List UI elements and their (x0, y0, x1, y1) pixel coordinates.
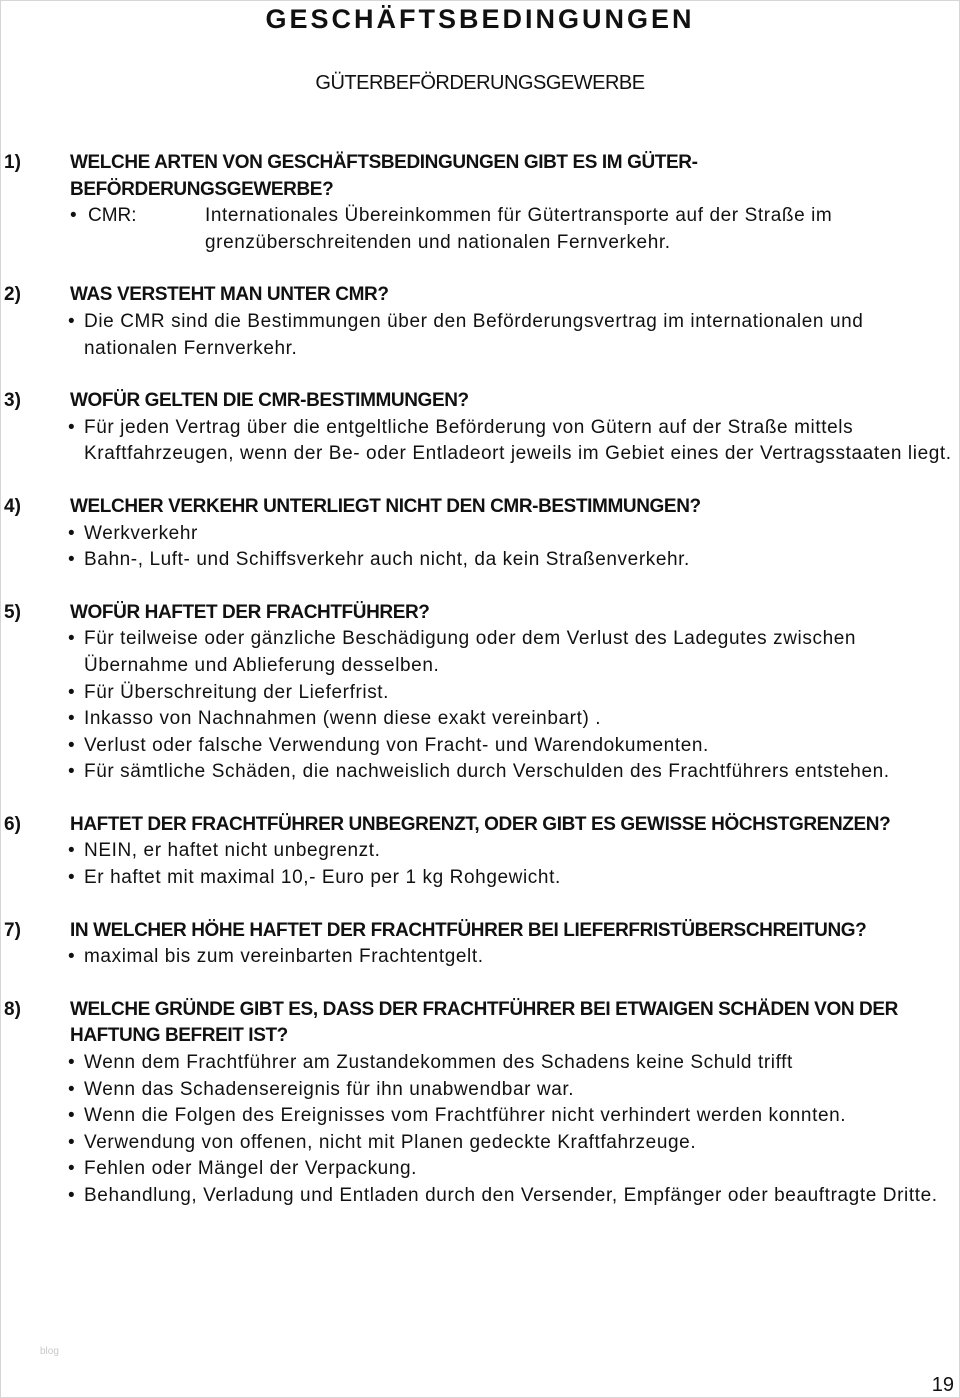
answer-list (0, 838, 958, 891)
question-text: WELCHE GRÜNDE GIBT ES, DASS DER FRACHTFÜHRER BEI ETWAIGEN SCHÄDEN VON DER HAFTUNG BEFREIT IST? (70, 998, 898, 1047)
question-text: HAFTET DER FRACHTFÜHRER UNBEGRENZT, ODER GIBT ES GEWISSE HÖCHSTGRENZEN? (70, 813, 891, 835)
question-4 (0, 494, 958, 574)
answer-item: • Fehlen oder Mängel der Verpackung. (84, 1156, 956, 1183)
question-number: 7) (4, 919, 21, 941)
page-subtitle: GÜTERBEFÖRDERUNGSGEWERBE (315, 72, 645, 94)
question-6 (0, 812, 958, 892)
definition-term: CMR: (88, 205, 137, 227)
answer-item: • Er haftet mit maximal 10,- Euro per 1 kg Rohgewicht. (84, 865, 956, 892)
answer-item: • Bahn-, Luft- und Schiffsverkehr auch nicht, da kein Straßenverkehr. (84, 547, 956, 574)
answer-list (0, 309, 958, 362)
definition-item (70, 203, 958, 256)
question-text: WAS VERSTEHT MAN UNTER CMR? (70, 284, 389, 306)
watermark: blog (40, 1346, 59, 1357)
question-number: 8) (4, 998, 21, 1020)
answer-item: • maximal bis zum vereinbarten Frachtentgelt. (84, 944, 956, 971)
answer-item: • Für jeden Vertrag über die entgeltliche Beförderung von Gütern auf der Straße mittels Kraftfahrzeugen, wenn der Be- oder Entladeort jeweils im Gebiet eines der Vertragsstaaten liegt. (84, 415, 956, 468)
question-2 (0, 282, 958, 362)
answer-item: • NEIN, er haftet nicht unbegrenzt. (84, 838, 956, 865)
definition-list (70, 203, 958, 256)
question-8 (0, 997, 958, 1210)
answer-item: • Für teilweise oder gänzliche Beschädigung oder dem Verlust des Ladegutes zwischen Übernahme und Ablieferung desselben. (84, 626, 956, 679)
answer-item: • Werkverkehr (84, 521, 956, 548)
answer-list (0, 1050, 958, 1210)
question-text: WOFÜR GELTEN DIE CMR-BESTIMMUNGEN? (70, 390, 469, 412)
question-5 (0, 600, 958, 786)
answer-list (0, 415, 958, 468)
answer-item: • Verwendung von offenen, nicht mit Planen gedeckte Kraftfahrzeuge. (84, 1130, 956, 1157)
question-list (0, 150, 958, 1236)
question-number: 1) (4, 152, 21, 173)
question-number: 4) (4, 495, 21, 517)
question-number: 6) (4, 813, 21, 835)
answer-list (0, 626, 958, 786)
answer-item: • Wenn die Folgen des Ereignisses vom Frachtführer nicht verhindert werden konnten. (84, 1103, 956, 1130)
answer-item: • Verlust oder falsche Verwendung von Fracht- und Warendokumenten. (84, 733, 956, 760)
answer-item: • Für sämtliche Schäden, die nachweislich durch Verschulden des Frachtführers entstehen. (84, 759, 956, 786)
question-text: IN WELCHER HÖHE HAFTET DER FRACHTFÜHRER BEI LIEFERFRISTÜBERSCHREITUNG? (70, 919, 867, 941)
question-1 (0, 150, 958, 256)
question-number: 2) (4, 284, 21, 306)
question-number: 5) (4, 601, 21, 623)
answer-list (0, 521, 958, 574)
question-text: WELCHE ARTEN VON GESCHÄFTSBEDINGUNGEN GIBT ES IM GÜTER-BEFÖRDERUNGSGEWERBE? (70, 152, 698, 200)
question-text: WELCHER VERKEHR UNTERLIEGT NICHT DEN CMR-BESTIMMUNGEN? (70, 495, 701, 517)
question-3 (0, 388, 958, 468)
answer-item: • Inkasso von Nachnahmen (wenn diese exakt vereinbart) . (84, 706, 956, 733)
question-text: WOFÜR HAFTET DER FRACHTFÜHRER? (70, 601, 430, 623)
question-7 (0, 918, 958, 971)
page-title: GESCHÄFTSBEDINGUNGEN (265, 4, 695, 34)
answer-item: • Die CMR sind die Bestimmungen über den Beförderungsvertrag im internationalen und nationalen Fernverkehr. (84, 309, 956, 362)
answer-list (0, 944, 958, 971)
answer-item: • Für Überschreitung der Lieferfrist. (84, 680, 956, 707)
question-number: 3) (4, 390, 21, 412)
page-number: 19 (931, 1374, 954, 1396)
definition-text: Internationales Übereinkommen für Gütertransporte auf der Straße im grenzüberschreitenden und nationalen Fernverkehr. (205, 205, 833, 253)
answer-item: • Behandlung, Verladung und Entladen durch den Versender, Empfänger oder beauftragte Dritte. (84, 1183, 956, 1210)
answer-item: • Wenn das Schadensereignis für ihn unabwendbar war. (84, 1077, 956, 1104)
bullet-icon: • (70, 205, 78, 227)
answer-item: • Wenn dem Frachtführer am Zustandekommen des Schadens keine Schuld trifft (84, 1050, 956, 1077)
